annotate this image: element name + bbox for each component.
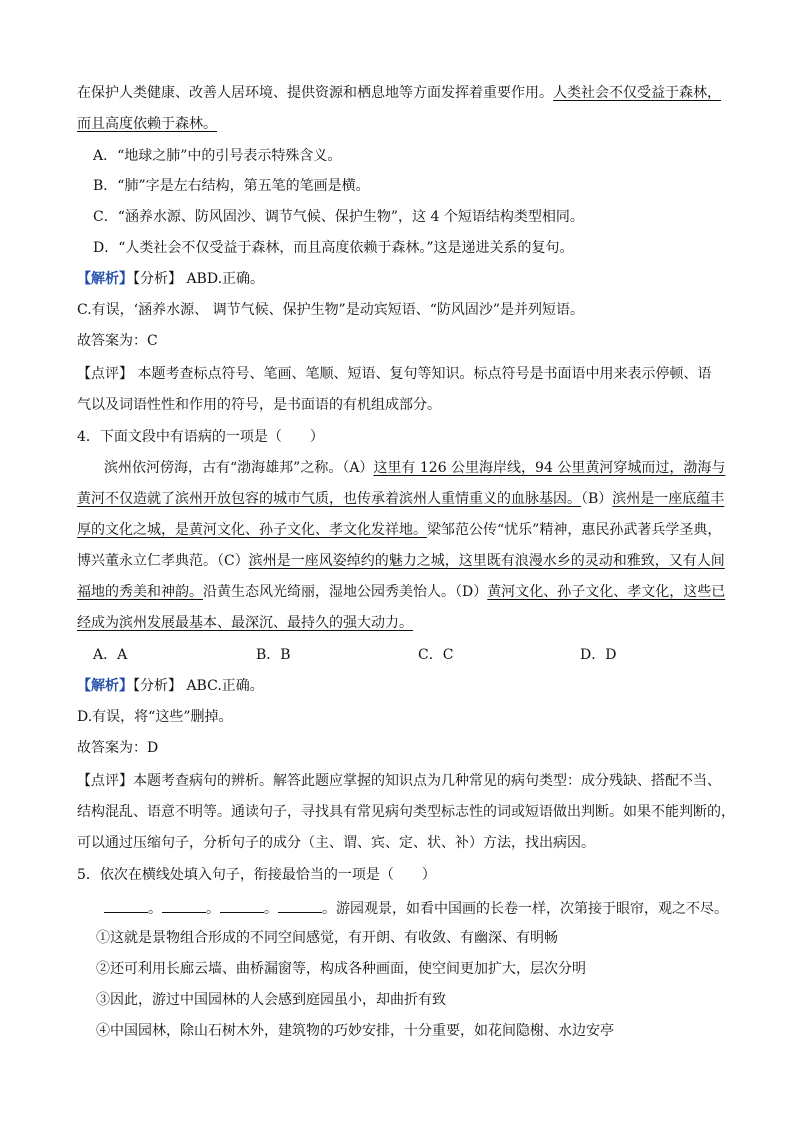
q4-underlined-a: 这里有 126 公里海岸线，94 公里黄河穿城而过，渤海与 bbox=[373, 460, 726, 476]
q5-item-3: ③因此，游过中国园林的人会感到庭园虽小，却曲折有致 bbox=[96, 992, 446, 1008]
q5-stem: 5．依次在横线处填入句子，衔接最恰当的一项是（ ） bbox=[77, 867, 436, 883]
q4-underlined-b-cont: 厚的文化之城，是黄河文化、孙子文化、孝文化发祥地。 bbox=[77, 522, 427, 538]
q4-underlined-c-cont: 福地的秀美和神韵。 bbox=[77, 584, 203, 600]
q4-analysis bbox=[77, 677, 264, 695]
q4-underlined-b: 滨州是一座底蕴丰 bbox=[612, 491, 725, 507]
q4-stem: 4．下面文段中有语病的一项是（ ） bbox=[77, 429, 324, 445]
analysis-tag: 【解析】 bbox=[77, 271, 133, 287]
q4-analysis-detail: D.有误，将“这些”删掉。 bbox=[77, 709, 233, 725]
q4-comment-line-1: 【点评】本题考查病句的辨析。解答此题应掌握的知识点为几种常见的病句类型：成分残缺、搭配不当、 bbox=[77, 773, 721, 789]
q4-passage-line-4 bbox=[77, 552, 725, 570]
q4-passage-line-3 bbox=[77, 521, 721, 539]
q4-choice-b: B．B bbox=[256, 647, 291, 663]
q4-passage-line-2 bbox=[77, 490, 724, 508]
q3-analysis bbox=[77, 270, 264, 288]
q3-paragraph-line-2: 而且高度依赖于森林。 bbox=[77, 116, 217, 132]
q4-underlined-a-cont: 黄河不仅造就了滨州开放包容的城市气质，也传承着滨州人重情重义的血脉基因。 bbox=[77, 491, 581, 507]
q5-blank-1 bbox=[104, 898, 148, 913]
q5-separator: 。 bbox=[148, 901, 162, 917]
q4-answer: 故答案为：D bbox=[77, 740, 159, 756]
q5-tail-text: 。游园观景，如看中国画的长卷一样，次第接于眼帘，观之不尽。 bbox=[322, 901, 728, 917]
analysis-text: 【分析】 ABC.正确。 bbox=[133, 678, 264, 694]
q4-passage-line-1 bbox=[104, 459, 725, 477]
q5-separator: 。 bbox=[264, 901, 278, 917]
q4-comment-line-3: 可以通过压缩句子，分析句子的成分（主、谓、宾、定、状、补）方法，找出病因。 bbox=[77, 835, 595, 851]
q3-answer: 故答案为：C bbox=[77, 333, 158, 349]
q4-passage-text: 滨州依河傍海，古有“渤海雄邦”之称。（A） bbox=[104, 460, 374, 476]
q4-underlined-d: 黄河文化、孙子文化、孝文化，这些已 bbox=[487, 584, 726, 600]
q4-passage-text: 梁邹范公传“忧乐”精神，惠民孙武著兵学圣典， bbox=[427, 522, 722, 538]
q3-analysis-detail: C.有误，‘涵养水源、 调节气候、保护生物”是动宾短语、“防风固沙”是并列短语。 bbox=[77, 302, 585, 318]
q3-option-a: A．“地球之肺”中的引号表示特殊含义。 bbox=[93, 148, 342, 164]
q3-underlined-sentence: 人类社会不仅受益于森林， bbox=[553, 85, 721, 101]
q4-passage-line-6: 经成为滨州发展最基本、最深沉、最持久的强大动力。 bbox=[77, 615, 413, 631]
q5-blank-2 bbox=[162, 898, 206, 913]
q5-item-2: ②还可利用长廊云墙、曲桥漏窗等，构成各种画面，使空间更加扩大，层次分明 bbox=[96, 961, 586, 977]
analysis-text: 【分析】 ABD.正确。 bbox=[133, 271, 265, 287]
q5-item-1: ①这就是景物组合形成的不同空间感觉，有开朗、有收敛、有幽深、有明畅 bbox=[96, 930, 558, 946]
q3-comment-line-1: 【点评】 本题考查标点符号、笔画、笔顺、短语、复句等知识。标点符号是书面语中用来表示停顿、语 bbox=[77, 366, 712, 382]
q5-blank-3 bbox=[220, 898, 264, 913]
q3-paragraph-text: 在保护人类健康、改善人居环境、提供资源和栖息地等方面发挥着重要作用。 bbox=[77, 85, 553, 101]
analysis-tag: 【解析】 bbox=[77, 678, 133, 694]
q3-comment-line-2: 气以及词语性性和作用的符号，是书面语的有机组成部分。 bbox=[77, 397, 441, 413]
q5-item-4: ④中国园林，除山石树木外，建筑物的巧妙安排，十分重要，如花间隐榭、水边安亭 bbox=[96, 1023, 614, 1039]
q4-passage-line-5 bbox=[77, 583, 725, 601]
q5-blanks-line bbox=[104, 898, 728, 918]
q4-choice-d: D．D bbox=[580, 647, 617, 663]
q4-passage-text: 博兴董永立仁孝典范。（C） bbox=[77, 553, 249, 569]
q4-choice-c: C．C bbox=[418, 647, 454, 663]
q3-option-c: C．“涵养水源、防风固沙、调节气候、保护生物”，这 4 个短语结构类型相同。 bbox=[93, 209, 584, 225]
q5-separator: 。 bbox=[206, 901, 220, 917]
q4-choice-a: A．A bbox=[93, 647, 128, 663]
q4-label-b: （B） bbox=[581, 491, 613, 507]
q4-passage-text: 沿黄生态风光绮丽，湿地公园秀美怡人。（D） bbox=[203, 584, 488, 600]
q4-comment-line-2: 结构混乱、语意不明等。通读句子，寻找具有常见病句类型标志性的词或短语做出判断。如果不能判断的， bbox=[77, 804, 735, 820]
q5-blank-4 bbox=[278, 898, 322, 913]
q4-underlined-c: 滨州是一座风姿绰约的魅力之城，这里既有浪漫水乡的灵动和雅致，又有人间 bbox=[248, 553, 725, 569]
q3-paragraph-line-1 bbox=[77, 84, 721, 102]
q3-option-d: D．“人类社会不仅受益于森林，而且高度依赖于森林。”这是递进关系的复句。 bbox=[93, 240, 574, 256]
q3-option-b: B．“肺”字是左右结构，第五笔的笔画是横。 bbox=[93, 178, 370, 194]
